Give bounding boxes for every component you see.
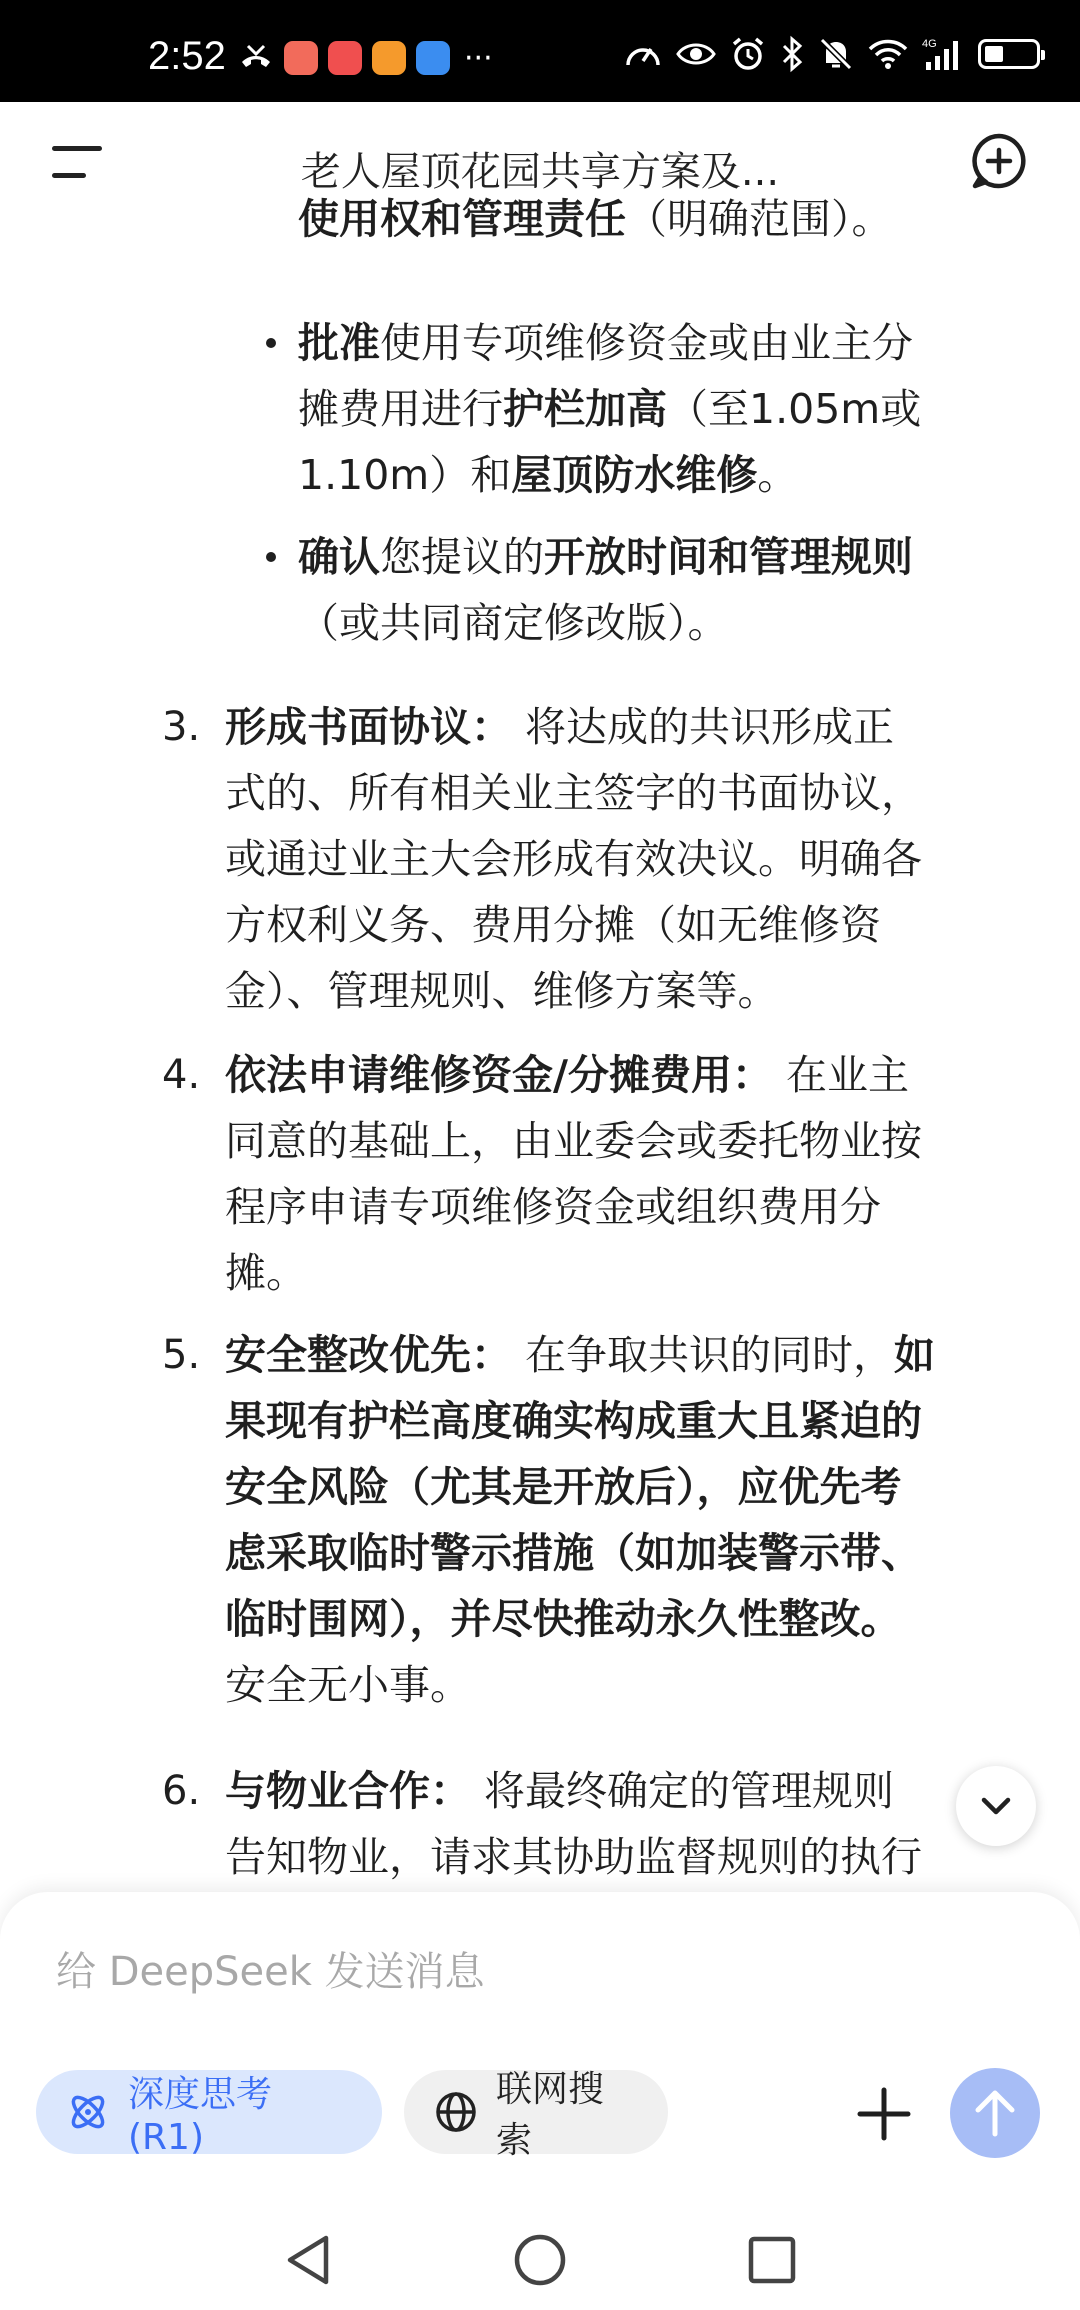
more-notifications-icon: ··· bbox=[464, 40, 493, 76]
text-segment: 1.10m）和 bbox=[298, 451, 512, 499]
web-search-toggle[interactable] bbox=[404, 2069, 668, 2161]
text-segment: 或通过业主大会形成有效决议。明确各 bbox=[225, 835, 922, 883]
app-notification-icon bbox=[416, 41, 450, 75]
bold-text: 确认 bbox=[298, 533, 380, 581]
bold-text: 安全整改优先： bbox=[225, 1331, 512, 1379]
recents-icon[interactable] bbox=[746, 2234, 798, 2286]
wifi-icon bbox=[868, 37, 908, 71]
bold-text: 使用权和管理责任 bbox=[298, 195, 626, 243]
text-segment: 金）、管理规则、维修方案等。 bbox=[225, 967, 779, 1015]
bold-text: 临时围网），并尽快推动永久性整改。 bbox=[225, 1595, 902, 1643]
text-line bbox=[225, 1758, 894, 1824]
web-search-label: 联网搜索 bbox=[496, 2069, 605, 2161]
text-line bbox=[298, 524, 913, 590]
text-line bbox=[225, 892, 881, 958]
app-notification-icon bbox=[328, 41, 362, 75]
text-segment: 摊。 bbox=[225, 1249, 307, 1297]
bold-text: 如 bbox=[894, 1331, 936, 1379]
text-line bbox=[225, 1042, 909, 1108]
system-nav-bar bbox=[0, 2210, 1080, 2310]
bold-text: 形成书面协议： bbox=[225, 703, 512, 751]
bold-text: 护栏加高 bbox=[503, 385, 667, 433]
text-segment: 式的、所有相关业主签字的书面协议， bbox=[225, 769, 922, 817]
bold-text: 虑采取临时警示措施（如加装警示带、 bbox=[225, 1529, 922, 1577]
text-line bbox=[225, 1824, 922, 1890]
bold-text: 果现有护栏高度确实构成重大且紧迫的 bbox=[225, 1397, 922, 1445]
text-line bbox=[298, 310, 913, 376]
bold-text: 屋顶防水维修 bbox=[511, 451, 758, 499]
text-segment: 在争取共识的同时， bbox=[512, 1331, 895, 1379]
list-number: 6. bbox=[162, 1768, 201, 1814]
text-line bbox=[225, 826, 922, 892]
list-number: 3. bbox=[162, 704, 201, 750]
attach-plus-icon[interactable] bbox=[852, 2082, 916, 2146]
bluetooth-icon bbox=[780, 36, 804, 72]
bullet-point bbox=[266, 552, 276, 562]
text-segment: 告知物业，请求其协助监督规则的执行 bbox=[225, 1833, 922, 1881]
text-segment: 使用专项维修资金或由业主分 bbox=[380, 319, 913, 367]
text-segment: 安全无小事。 bbox=[225, 1661, 471, 1709]
text-segment: 方权利义务、费用分摊（如无维修资 bbox=[225, 901, 881, 949]
text-line bbox=[225, 1586, 902, 1652]
text-segment: （明确范围）。 bbox=[626, 195, 893, 243]
deep-think-toggle[interactable] bbox=[36, 2070, 382, 2158]
speed-icon bbox=[624, 37, 662, 71]
text-segment: 摊费用进行 bbox=[298, 385, 503, 433]
eye-icon bbox=[676, 39, 716, 69]
app-notification-icon bbox=[372, 41, 406, 75]
text-line bbox=[225, 1240, 307, 1306]
text-segment: （或共同商定修改版）。 bbox=[298, 599, 729, 647]
text-line bbox=[225, 958, 779, 1024]
message-input[interactable]: 给 DeepSeek 发送消息 bbox=[56, 1949, 485, 1995]
back-icon[interactable] bbox=[282, 2232, 334, 2288]
text-line bbox=[225, 1454, 902, 1520]
network-type-label: 4G bbox=[922, 38, 937, 50]
battery-icon bbox=[978, 39, 1040, 69]
text-line bbox=[298, 186, 893, 252]
new-chat-icon[interactable] bbox=[970, 132, 1028, 190]
bold-text: 与物业合作： bbox=[225, 1767, 471, 1815]
missed-call-icon bbox=[238, 40, 274, 76]
send-button[interactable] bbox=[950, 2068, 1040, 2158]
text-line bbox=[225, 1520, 922, 1586]
text-segment: 程序申请专项维修资金或组织费用分 bbox=[225, 1183, 881, 1231]
list-number: 5. bbox=[162, 1332, 201, 1378]
text-line bbox=[225, 1174, 881, 1240]
deep-think-label: 深度思考 (R1) bbox=[128, 2074, 273, 2158]
system-icons bbox=[624, 36, 1040, 72]
bullet-point bbox=[266, 338, 276, 348]
arrow-up-icon bbox=[950, 2068, 1040, 2158]
signal-icon bbox=[922, 36, 964, 72]
text-segment: 将最终确定的管理规则 bbox=[471, 1767, 895, 1815]
text-line bbox=[225, 694, 894, 760]
status-time: 2:52 bbox=[148, 34, 226, 78]
bold-text: 开放时间和管理规则 bbox=[544, 533, 913, 581]
globe-icon bbox=[434, 2090, 478, 2134]
alarm-icon bbox=[730, 36, 766, 72]
text-segment: 将达成的共识形成正 bbox=[512, 703, 895, 751]
text-line bbox=[225, 760, 922, 826]
conversation-title: 老人屋顶花园共享方案及... bbox=[300, 149, 780, 195]
message-content bbox=[0, 195, 1080, 1892]
text-line bbox=[225, 1652, 471, 1718]
home-icon[interactable] bbox=[512, 2232, 568, 2288]
bold-text: 批准 bbox=[298, 319, 380, 367]
text-segment: 您提议的 bbox=[380, 533, 544, 581]
text-segment: 。 bbox=[757, 451, 799, 499]
app-notification-icon bbox=[284, 41, 318, 75]
status-bar bbox=[0, 0, 1080, 102]
atom-icon bbox=[66, 2090, 110, 2134]
text-line bbox=[225, 1388, 922, 1454]
text-line bbox=[225, 1322, 935, 1388]
mute-icon bbox=[818, 36, 854, 72]
chevron-down-icon bbox=[956, 1766, 1036, 1846]
bold-text: 安全风险（尤其是开放后），应优先考 bbox=[225, 1463, 902, 1511]
text-segment: 同意的基础上，由业委会或委托物业按 bbox=[225, 1117, 922, 1165]
notification-icons bbox=[238, 40, 493, 76]
bold-text: 依法申请维修资金/分摊费用： bbox=[225, 1051, 773, 1099]
scroll-to-bottom-button[interactable] bbox=[956, 1766, 1036, 1846]
text-line bbox=[298, 590, 729, 656]
text-line bbox=[298, 442, 798, 508]
text-line bbox=[225, 1108, 922, 1174]
text-segment: 在业主 bbox=[772, 1051, 910, 1099]
text-segment: （至1.05m或 bbox=[667, 385, 922, 433]
text-line bbox=[298, 376, 921, 442]
list-number: 4. bbox=[162, 1052, 201, 1098]
